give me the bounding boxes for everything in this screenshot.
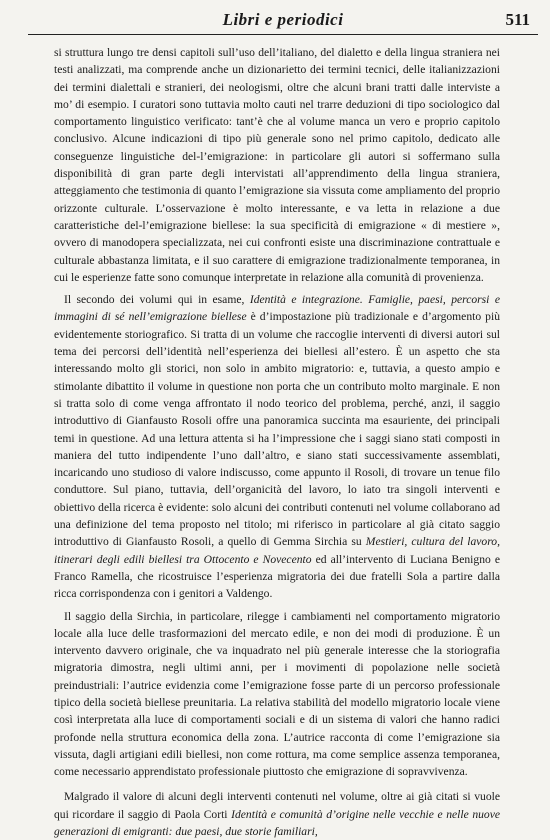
text-run: è d’impostazione più tradizionale e d’argomento più evidentemente storiografico. Si tratta di un volume che raccoglie interventi di diversi autori sul tema dei percorsi dell’identità nell’esperienza dei biellesi all’estero. È un aspetto che sta interessando molto gli storici, non solo in ambito migratorio: e, tuttavia, a questo ampio e stimolante dibattito il volume in questione non porta che un contributo molto marginale. E non si tratta solo di come venga affrontato il nodo teorico del problema, perché, anzi, il saggio introduttivo di Gianfausto Rosoli offre una panoramica succinta ma esauriente, dei principali temi in questione. Ad una lettura attenta si ha l’impressione che i saggi siano stati composti in maniera del tutto indipendente l’uno dall’altro, e siano stati successivamente assemblati, incaricando uno studioso di valore indiscusso, come appunto il Rosoli, di trovare un tenue filo conduttore. Sul piano, tuttavia, dell’organicità del lavoro, lo iato tra singoli interventi e obiettivo della ricerca è evidente: solo alcuni dei contributi contenuti nel volume collaborano ad una definizione del tema proposto nel titolo; mi riferisco in particolare al già citato saggio introduttivo di Gianfausto Rosoli, a quello di Gemma Sirchia su — [54, 310, 500, 549]
running-header — [28, 10, 538, 40]
text-run: si struttura lungo tre densi capitoli sull’uso dell’italiano, del dialetto e della lingua straniera nei testi analizzati, ma comprende anche un dizionarietto dei termini tecnici, delle italianizzazioni dei termini dialettali e stranieri, dei neologismi, oltre che alcuni brani tratti dalle interviste a mo’ di esempio. I curatori sono tuttavia molto cauti nel trarre deduzioni di tipo sociologico dal comportamento linguistico verificato: tant’è che al volume manca un vero e proprio capitolo conclusivo. Alcune indicazioni di tipo più generale sono nel primo capitolo, dedicato alle conseguenze linguistiche del-l’emigrazione: in particolare gli autori si soffermano sulla disponibilità di gran parte degli intervistati all’apprendimento della lingua straniera, atteggiamento che testimonia di quanto l’emigrazione sia vissuta come ampliamento del proprio orizzonte culturale. L’osservazione è molto interessante, e va letta in relazione a due caratteristiche del-l’emigrazione biellese: la sua specificità di emigrazione « di mestiere », ovvero di manodopera specializzata, nei cui confronti esiste una discriminazione contrattuale e culturale abbastanza limitata, e il suo carattere di emigrazione tradizionalmente temporanea, in cui le esperienze fatte sono comunque interpretate in relazione alla comunità di provenienza. — [54, 46, 500, 284]
text-run: ed all’intervento di Luciana Benigno e Franco Ramella, che ricostruisce l’esperienza migratoria dei due fratelli Sola a partire dalla ricca corrispondenza con i genitori a Valdengo. — [54, 552, 500, 601]
text-run: Il secondo dei volumi qui in esame, — [64, 293, 250, 307]
paragraph — [54, 44, 500, 286]
text-run: Malgrado il valore di alcuni degli interventi contenuti nel volume, oltre ai già citati si vuole qui ricordare il saggio di Paola Corti — [54, 790, 500, 821]
text-run: Il saggio della Sirchia, in particolare, rilegge i cambiamenti nel comportamento migratorio locale alla luce delle trasformazioni del mercato edile, e non dei modi di produzione. È un intervento davvero originale, che va inquadrato nel più generale interesse che la storiografia migratoria dimostra, negli ultimi anni, per i movimenti di popolazione nelle società preindustriali: l’autrice evidenzia come l’emigrazione fosse parte di un percorso professionale tipico della società biellese preunitaria. La relativa stabilità del modello migratorio locale viene così interpretata alla luce di comportamenti sociali e di un sistema di valori che hanno radici profonde nella struttura economica della zona. L’autrice racconta di come l’emigrazione sia vissuta, dagli artigiani edili biellesi, non come rottura, ma come semplice assenza temporanea, come necessario apprendistato professionale piuttosto che emigrazione di sopravvivenza. — [54, 609, 500, 779]
section-title: Libri e periodici — [222, 10, 344, 29]
paragraph — [54, 608, 500, 781]
italic-title-run: Mestieri, cultura del lavoro, itinerari degli edili biellesi tra Ottocento e Novecento — [54, 535, 500, 566]
paragraph — [54, 788, 500, 840]
italic-title-run: Identità e comunità d’origine nelle vecchie e nelle nuove generazioni di emigranti: due paesi, due storie familiari, — [54, 807, 501, 839]
page-number: 511 — [505, 10, 530, 29]
header-rule — [28, 34, 538, 35]
article-body — [54, 44, 500, 840]
paragraph — [54, 291, 500, 602]
italic-title-run: Identità e integrazione. Famiglie, paesi, percorsi e immagini di sé nell’emigrazione biellese — [54, 293, 500, 324]
